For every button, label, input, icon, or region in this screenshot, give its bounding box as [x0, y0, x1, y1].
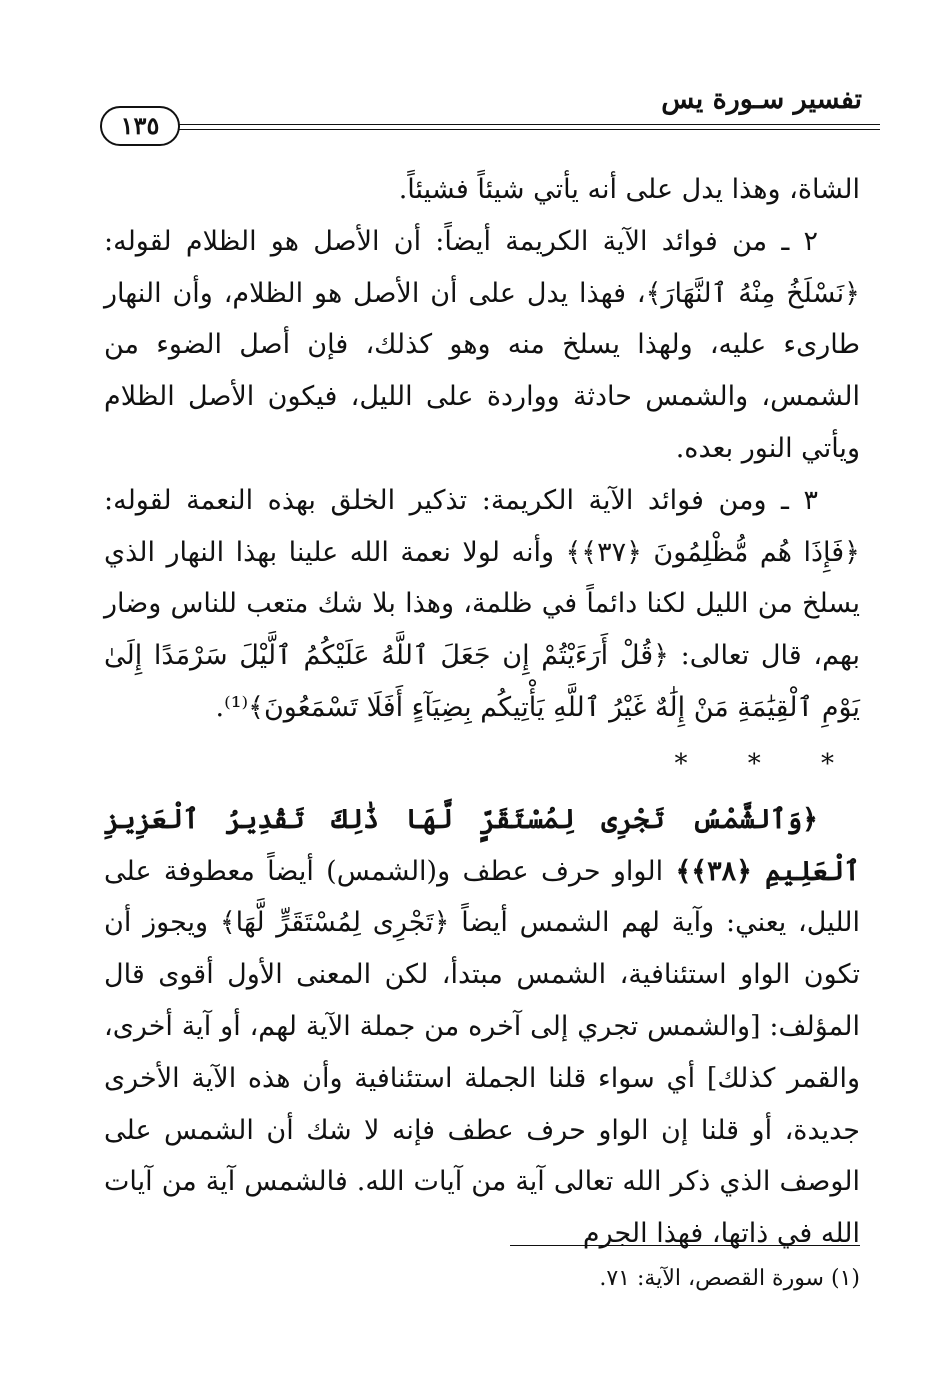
main-text	[104, 164, 860, 1260]
paragraph: الشاة، وهذا يدل على أنه يأتي شيئاً فشيئاً.	[398, 174, 860, 205]
verse-paragraph	[104, 794, 860, 1260]
quran-verse: ﴿وَٱلشَّمْسُ تَجْرِى لِمُسْتَقَرٍّ لَّهَا ذَٰلِكَ تَقْدِيرُ ٱلْعَزِيزِ ٱلْعَلِيمِ ﴿٣٨﴾﴾	[104, 803, 860, 887]
commentary: الواو حرف عطف و(الشمس) أيضاً معطوفة على الليل، يعني: وآية لهم الشمس أيضاً ﴿تَجْرِى لِمُسْتَقَرٍّ لَّهَا﴾ ويجوز أن تكون الواو استئنافية، الشمس مبتدأ، لكن المعنى الأول أقوى قال المؤلف: [والشمس تجري إلى آخره من جملة الآية لهم، أو آية أخرى، والقمر كذلك] أي سواء قلنا الجملة استئنافية وأن هذه الآية الأخرى جديدة، أو قلنا إن الواو حرف عطف فإنه لا شك أن الشمس على الوصف الذي ذكر الله تعالى آية من آيات الله. فالشمس آية من آيات الله في ذاتها، فهذا الجرم	[104, 855, 860, 1250]
section-separator: * * *	[674, 748, 860, 779]
paragraph: ٣ ـ ومن فوائد الآية الكريمة: تذكير الخلق بهذه النعمة لقوله: ﴿فَإِذَا هُم مُّظْلِمُونَ ﴿٣٧﴾﴾ وأنه لولا نعمة الله علينا بهذا النهار الذي يسلخ من الليل لكنا دائماً في ظلمة، وهذا بلا شك متعب للناس وضار بهم، قال تعالى: ﴿قُلْ أَرَءَيْتُمْ إِن جَعَلَ ٱللَّهُ عَلَيْكُمُ ٱلَّيْلَ سَرْمَدًا إِلَىٰ يَوْمِ ٱلْقِيَٰمَةِ مَنْ إِلَٰهٌ غَيْرُ ٱللَّهِ يَأْتِيكُم بِضِيَآءٍ أَفَلَا تَسْمَعُونَ﴾⁽¹⁾.	[104, 484, 860, 723]
paragraph: ٢ ـ من فوائد الآية الكريمة أيضاً: أن الأصل هو الظلام لقوله: ﴿نَسْلَخُ مِنْهُ ٱلنَّهَارَ﴾، فهذا يدل على أن الأصل هو الظلام، وأن النهار طارىء عليه، ولهذا يسلخ منه وهو كذلك، فإن أصل الضوء من الشمس، والشمس حادثة وواردة على الليل، فيكون الأصل الظلام ويأتي النور بعده.	[104, 225, 860, 464]
header-rule	[172, 129, 880, 130]
running-title: تفسير سـورة يس	[661, 84, 862, 115]
header-rule	[172, 124, 880, 125]
page-number: ١٣٥	[100, 106, 180, 146]
page-header	[100, 84, 880, 154]
footnote-rule	[510, 1245, 860, 1246]
footnote: (١) سورة القصص، الآية: ٧١.	[599, 1266, 860, 1291]
